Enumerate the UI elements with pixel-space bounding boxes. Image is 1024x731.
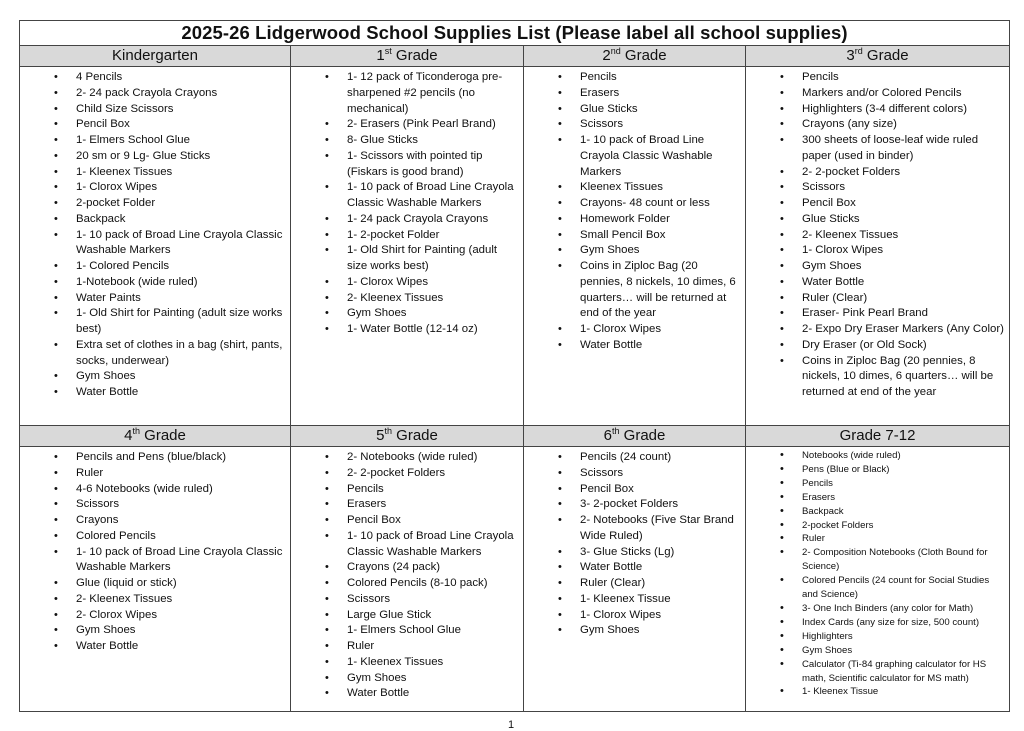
header-row-1 <box>20 46 1010 67</box>
supply-item: • Erasers <box>580 86 741 102</box>
supply-item: • Erasers <box>802 491 1005 505</box>
supply-item: • 20 sm or 9 Lg- Glue Sticks <box>76 149 286 165</box>
supply-item: • Ruler <box>347 639 519 655</box>
supply-list <box>746 447 1009 699</box>
supply-item: • 1- Kleenex Tissues <box>76 165 286 181</box>
grade-header-text: 4 <box>124 427 133 444</box>
supply-item: • Backpack <box>76 212 286 228</box>
supply-item: • 1- Water Bottle (12-14 oz) <box>347 322 519 338</box>
supply-item: • Water Bottle <box>76 639 286 655</box>
grade-header-5th-grade <box>291 426 524 447</box>
grade-header-text: 2 <box>602 47 611 64</box>
supply-item: • Coins in Ziploc Bag (20 pennies, 8 nickels, 10 dimes, 6 quarters… will be returned at end of the year <box>802 354 1005 401</box>
supply-item: • Pencil Box <box>802 196 1005 212</box>
supply-item: • Homework Folder <box>580 212 741 228</box>
supply-list <box>20 67 290 401</box>
supply-item: • Highlighters (3-4 different colors) <box>802 102 1005 118</box>
supply-item: • 2- Kleenex Tissues <box>76 592 286 608</box>
supply-item: • 1- Kleenex Tissue <box>580 592 741 608</box>
supply-item: • Water Bottle <box>802 275 1005 291</box>
body-row-1 <box>20 67 1010 426</box>
supply-item: • 2- Clorox Wipes <box>76 608 286 624</box>
grade-header-text: Grade 7-12 <box>839 427 916 444</box>
grade-header-text: Kindergarten <box>112 47 198 64</box>
supply-item: • 2- Notebooks (Five Star Brand Wide Ruled) <box>580 513 741 545</box>
supply-item: • Crayons- 48 count or less <box>580 196 741 212</box>
supply-item: • Pencils <box>347 482 519 498</box>
supply-item: • Pens (Blue or Black) <box>802 463 1005 477</box>
supply-item: • 4 Pencils <box>76 70 286 86</box>
supply-item: • 2-pocket Folder <box>76 196 286 212</box>
supply-item: • 2- Kleenex Tissues <box>347 291 519 307</box>
grade-ordinal-suffix: th <box>384 426 392 436</box>
supply-item: • 3- One Inch Binders (any color for Math) <box>802 602 1005 616</box>
supply-item: • Child Size Scissors <box>76 102 286 118</box>
supply-item: • 1- Kleenex Tissues <box>347 655 519 671</box>
supply-item: • 1- Elmers School Glue <box>76 133 286 149</box>
supply-item: • Pencils <box>802 477 1005 491</box>
supply-item: • Water Bottle <box>347 686 519 702</box>
supply-item: • Scissors <box>802 180 1005 196</box>
supply-item: • Ruler (Clear) <box>802 291 1005 307</box>
supply-item: • Kleenex Tissues <box>580 180 741 196</box>
grade-header-suffix: Grade <box>392 427 438 444</box>
grade-supplies-cell <box>20 67 291 426</box>
page-number: 1 <box>508 719 515 731</box>
supply-list <box>746 67 1009 401</box>
supply-list <box>20 447 290 655</box>
supply-item: • 2- Erasers (Pink Pearl Brand) <box>347 117 519 133</box>
supply-item: • 1- 10 pack of Broad Line Crayola Classic Washable Markers <box>76 228 286 260</box>
supply-item: • Pencil Box <box>580 482 741 498</box>
grade-header-suffix: Grade <box>619 427 666 444</box>
supply-item: • Pencils <box>802 70 1005 86</box>
grade-ordinal-suffix: th <box>611 426 620 436</box>
grade-header-text: 6 <box>603 427 612 444</box>
grade-header-grade-7-12 <box>746 426 1010 447</box>
supply-item: • Ruler <box>76 466 286 482</box>
supply-item: • Water Bottle <box>580 338 741 354</box>
supply-item: • 2- Kleenex Tissues <box>802 228 1005 244</box>
supply-item: • 2- Expo Dry Eraser Markers (Any Color) <box>802 322 1005 338</box>
supply-item: • Crayons (any size) <box>802 117 1005 133</box>
supply-item: • Extra set of clothes in a bag (shirt, pants, socks, underwear) <box>76 338 286 370</box>
supply-item: • 8- Glue Sticks <box>347 133 519 149</box>
grade-header-6th-grade <box>524 426 746 447</box>
supply-item: • 1- 10 pack of Broad Line Crayola Classic Washable Markers <box>347 529 519 561</box>
supply-list <box>291 447 523 702</box>
supply-item: • Ruler <box>802 532 1005 546</box>
supply-item: • Crayons (24 pack) <box>347 560 519 576</box>
supply-item: • Crayons <box>76 513 286 529</box>
grade-supplies-cell <box>291 67 524 426</box>
supply-item: • 2- 24 pack Crayola Crayons <box>76 86 286 102</box>
supply-item: • 1- Clorox Wipes <box>580 322 741 338</box>
supply-item: • Ruler (Clear) <box>580 576 741 592</box>
supply-item: • Scissors <box>580 117 741 133</box>
grade-header-4th-grade <box>20 426 291 447</box>
supply-item: • Scissors <box>580 466 741 482</box>
supply-item: • Colored Pencils <box>76 529 286 545</box>
supply-item: • Small Pencil Box <box>580 228 741 244</box>
supply-item: • Erasers <box>347 497 519 513</box>
grade-header-text: 3 <box>846 47 855 64</box>
grade-header-text: 5 <box>376 427 385 444</box>
supply-item: • Glue (liquid or stick) <box>76 576 286 592</box>
supply-item: • 1- 10 pack of Broad Line Crayola Classic Washable Markers <box>347 180 519 212</box>
supply-item: • Colored Pencils (8-10 pack) <box>347 576 519 592</box>
grade-header-2nd-grade <box>524 46 746 67</box>
supply-item: • Gym Shoes <box>76 369 286 385</box>
supply-item: • 4-6 Notebooks (wide ruled) <box>76 482 286 498</box>
supply-item: • 1-Notebook (wide ruled) <box>76 275 286 291</box>
supplies-table <box>19 20 1010 712</box>
supply-item: • Calculator (Ti-84 graphing calculator for HS math, Scientific calculator for MS math) <box>802 658 1005 686</box>
supply-item: • Colored Pencils (24 count for Social Studies and Science) <box>802 574 1005 602</box>
supply-item: • Water Paints <box>76 291 286 307</box>
supply-list <box>291 67 523 338</box>
supply-item: • Coins in Ziploc Bag (20 pennies, 8 nickels, 10 dimes, 6 quarters… will be returned at end of the year <box>580 259 741 322</box>
supply-item: • 1- 10 pack of Broad Line Crayola Classic Washable Markers <box>76 545 286 577</box>
supply-item: • Gym Shoes <box>580 243 741 259</box>
grade-header-suffix: Grade <box>391 47 438 64</box>
grade-supplies-cell <box>524 67 746 426</box>
supply-list <box>524 447 745 639</box>
supply-item: • 1- Clorox Wipes <box>802 243 1005 259</box>
supply-item: • 2-pocket Folders <box>802 519 1005 533</box>
supply-item: • Glue Sticks <box>580 102 741 118</box>
supply-item: • Pencil Box <box>76 117 286 133</box>
supply-item: • Index Cards (any size for size, 500 count) <box>802 616 1005 630</box>
supply-item: • 1- Clorox Wipes <box>580 608 741 624</box>
body-row-2 <box>20 447 1010 712</box>
supply-item: • Glue Sticks <box>802 212 1005 228</box>
grade-ordinal-suffix: nd <box>610 46 621 56</box>
supply-list <box>524 67 745 354</box>
supply-item: • Pencil Box <box>347 513 519 529</box>
supply-item: • Gym Shoes <box>347 306 519 322</box>
supply-item: • 2- 2-pocket Folders <box>802 165 1005 181</box>
grade-header-text: 1 <box>376 47 385 64</box>
supply-item: • 300 sheets of loose-leaf wide ruled paper (used in binder) <box>802 133 1005 165</box>
supply-item: • Dry Eraser (or Old Sock) <box>802 338 1005 354</box>
grade-supplies-cell <box>291 447 524 712</box>
grade-supplies-cell <box>524 447 746 712</box>
supply-item: • 1- Old Shirt for Painting (adult size works best) <box>76 306 286 338</box>
header-row-2 <box>20 426 1010 447</box>
supply-item: • 2- Composition Notebooks (Cloth Bound for Science) <box>802 546 1005 574</box>
supply-item: • 1- 12 pack of Ticonderoga pre-sharpened #2 pencils (no mechanical) <box>347 70 519 117</box>
supply-item: • 2- Notebooks (wide ruled) <box>347 450 519 466</box>
grade-supplies-cell <box>746 447 1010 712</box>
grade-ordinal-suffix: rd <box>854 46 863 56</box>
supply-item: • 1- Elmers School Glue <box>347 623 519 639</box>
supply-item: • Gym Shoes <box>802 259 1005 275</box>
supply-item: • Water Bottle <box>580 560 741 576</box>
grade-ordinal-suffix: st <box>384 46 392 56</box>
supply-item: • 1- Clorox Wipes <box>76 180 286 196</box>
supply-item: • Pencils (24 count) <box>580 450 741 466</box>
grade-supplies-cell <box>20 447 291 712</box>
supplies-sheet <box>19 20 1009 712</box>
grade-header-suffix: Grade <box>620 47 667 64</box>
supply-item: • 1- Scissors with pointed tip (Fiskars is good brand) <box>347 149 519 181</box>
grade-ordinal-suffix: th <box>132 426 140 436</box>
grade-header-suffix: Grade <box>140 427 186 444</box>
supply-item: • Markers and/or Colored Pencils <box>802 86 1005 102</box>
supply-item: • Large Glue Stick <box>347 608 519 624</box>
supply-item: • Gym Shoes <box>76 623 286 639</box>
supply-item: • 3- Glue Sticks (Lg) <box>580 545 741 561</box>
grade-header-suffix: Grade <box>862 47 909 64</box>
supply-item: • 3- 2-pocket Folders <box>580 497 741 513</box>
supply-item: • Eraser- Pink Pearl Brand <box>802 306 1005 322</box>
supply-item: • Backpack <box>802 505 1005 519</box>
supply-item: • 1- 2-pocket Folder <box>347 228 519 244</box>
supply-item: • 1- 10 pack of Broad Line Crayola Classic Washable Markers <box>580 133 741 180</box>
grade-supplies-cell <box>746 67 1010 426</box>
supply-item: • Water Bottle <box>76 385 286 401</box>
supply-item: • Pencils and Pens (blue/black) <box>76 450 286 466</box>
supply-item: • Gym Shoes <box>347 671 519 687</box>
supply-item: • Pencils <box>580 70 741 86</box>
supply-item: • Gym Shoes <box>580 623 741 639</box>
supply-item: • 1- 24 pack Crayola Crayons <box>347 212 519 228</box>
supply-item: • Highlighters <box>802 630 1005 644</box>
supply-item: • Notebooks (wide ruled) <box>802 449 1005 463</box>
grade-header-3rd-grade <box>746 46 1010 67</box>
page-title: 2025-26 Lidgerwood School Supplies List (Please label all school supplies) <box>20 21 1010 46</box>
supply-item: • Gym Shoes <box>802 644 1005 658</box>
supply-item: • 1- Kleenex Tissue <box>802 685 1005 699</box>
supply-item: • 2- 2-pocket Folders <box>347 466 519 482</box>
grade-header-kindergarten <box>20 46 291 67</box>
supply-item: • 1- Colored Pencils <box>76 259 286 275</box>
supply-item: • 1- Clorox Wipes <box>347 275 519 291</box>
supply-item: • 1- Old Shirt for Painting (adult size works best) <box>347 243 519 275</box>
supply-item: • Scissors <box>347 592 519 608</box>
supply-item: • Scissors <box>76 497 286 513</box>
grade-header-1st-grade <box>291 46 524 67</box>
